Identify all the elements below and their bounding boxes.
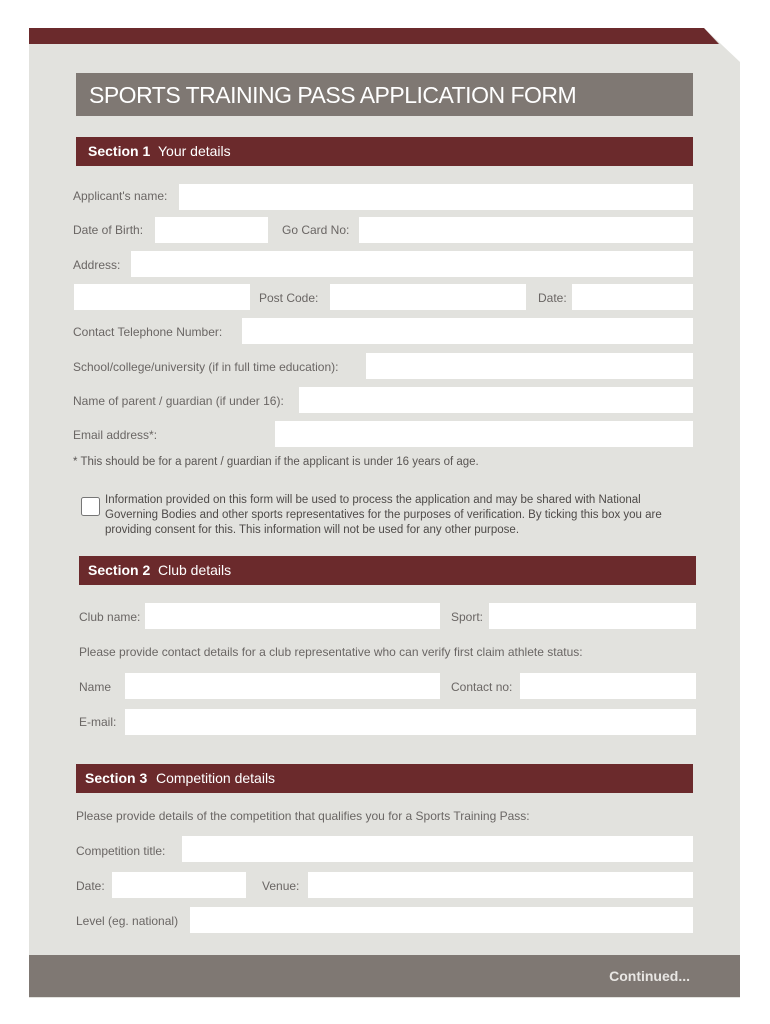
date-field[interactable] — [572, 284, 693, 310]
competition-instruction: Please provide details of the competition that qualifies you for a Sports Training Pass: — [76, 809, 530, 823]
applicant-name-label: Applicant's name: — [73, 189, 168, 203]
top-band — [29, 28, 719, 44]
consent-checkbox[interactable] — [81, 497, 100, 516]
sport-label: Sport: — [451, 610, 484, 624]
consent-text: Information provided on this form will be used to process the application and may be shared with National Governing Bodies and other sports representatives for the purposes of verification. By ticking this box you are providing consent for this. This information will not be used for any other purpose. — [105, 494, 662, 536]
post-code-label: Post Code: — [259, 291, 319, 305]
venue-label: Venue: — [262, 879, 300, 893]
phone-field[interactable] — [242, 318, 693, 344]
dob-field[interactable] — [155, 217, 268, 243]
parent-label: Name of parent / guardian (if under 16): — [73, 394, 284, 408]
competition-title-field[interactable] — [182, 836, 693, 862]
section-2-number: Section 2 — [88, 562, 151, 578]
competition-date-field[interactable] — [112, 872, 246, 898]
address-label: Address: — [73, 258, 121, 272]
club-name-label: Club name: — [79, 610, 141, 624]
rep-email-label: E-mail: — [79, 715, 117, 729]
section-2-title: Club details — [158, 562, 232, 578]
go-card-label: Go Card No: — [282, 223, 350, 237]
club-name-field[interactable] — [145, 603, 440, 629]
section-1-number: Section 1 — [88, 143, 151, 159]
form-title-bar — [76, 73, 693, 116]
school-field[interactable] — [366, 353, 693, 379]
contact-no-label: Contact no: — [451, 680, 513, 694]
dob-label: Date of Birth: — [73, 223, 144, 237]
competition-date-label: Date: — [76, 879, 105, 893]
contact-no-field[interactable] — [520, 673, 696, 699]
section-3-title: Competition details — [156, 770, 276, 786]
competition-title-label: Competition title: — [76, 844, 166, 858]
rep-name-label: Name — [79, 680, 112, 694]
sport-field[interactable] — [489, 603, 696, 629]
date-label: Date: — [538, 291, 567, 305]
phone-label: Contact Telephone Number: — [73, 325, 223, 339]
level-label: Level (eg. national) — [76, 914, 179, 928]
school-label: School/college/university (if in full time education): — [73, 360, 339, 374]
address-field[interactable] — [131, 251, 693, 277]
address-line-2-field[interactable] — [74, 284, 250, 310]
post-code-field[interactable] — [330, 284, 526, 310]
rep-email-field[interactable] — [125, 709, 696, 735]
section-1-title: Your details — [158, 143, 231, 159]
venue-field[interactable] — [308, 872, 693, 898]
section-3-number: Section 3 — [85, 770, 148, 786]
footer-bar — [29, 955, 740, 997]
applicant-name-field[interactable] — [179, 184, 693, 210]
email-field[interactable] — [275, 421, 693, 447]
club-rep-instruction: Please provide contact details for a club representative who can verify first claim athlete status: — [79, 645, 583, 659]
email-label: Email address*: — [73, 428, 158, 442]
form-title: SPORTS TRAINING PASS APPLICATION FORM — [89, 82, 577, 108]
parent-field[interactable] — [299, 387, 693, 413]
email-note: * This should be for a parent / guardian if the applicant is under 16 years of age. — [73, 456, 479, 468]
section-1-header — [76, 137, 693, 166]
rep-name-field[interactable] — [125, 673, 440, 699]
section-2-header — [79, 556, 696, 585]
continued-label: Continued... — [609, 968, 690, 984]
go-card-field[interactable] — [359, 217, 693, 243]
section-3-header — [76, 764, 693, 793]
level-field[interactable] — [190, 907, 693, 933]
